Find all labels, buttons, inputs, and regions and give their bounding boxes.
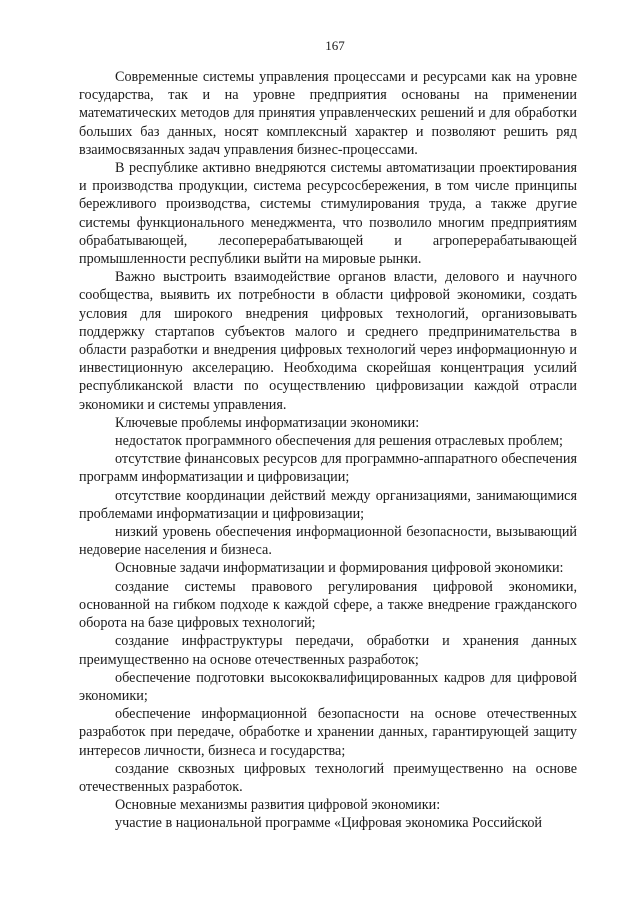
paragraph-automation-systems: В республике активно внедряются системы автоматизации проектирования и производства продукции, система ресурсосбережения, в том числе принципы бережливого производства, системы стимулирования труда, а также другие системы функционального менеджмента, что позволило многим предприятиям обрабатывающей, лесоперерабатывающей и агроперерабатывающей промышленности республики выйти на мировые рынки. xyxy=(79,160,577,268)
list-item-problem: отсутствие финансовых ресурсов для программно-аппаратного обеспечения программ информатизации и цифровизации; xyxy=(79,451,577,486)
list-item-problem: низкий уровень обеспечения информационной безопасности, вызывающий недоверие населения и бизнеса. xyxy=(79,524,577,559)
list-item-task: создание сквозных цифровых технологий преимущественно на основе отечественных разработок. xyxy=(79,760,577,795)
list-item-task: обеспечение информационной безопасности на основе отечественных разработок при передаче, обработке и хранении данных, гарантирующей защиту интересов личности, бизнеса и государства; xyxy=(79,706,577,759)
paragraph-interaction: Важно выстроить взаимодействие органов власти, делового и научного сообщества, выявить их потребности в области цифровой экономики, создать условия для широкого внедрения цифровых технологий, организовывать поддержку стартапов субъектов малого и среднего предпринимательства в области разработки и внедрения цифровых технологий через информационную и инвестиционную акселерацию. Необходима скорейшая концентрация усилий республиканской власти по осуществлению цифровизации каждой отрасли экономики и системы управления. xyxy=(79,269,577,413)
list-item-task: создание системы правового регулирования цифровой экономики, основанной на гибком подходе к каждой сфере, а также внедрение гражданского оборота на базе цифровых технологий; xyxy=(79,578,577,632)
document-page xyxy=(79,38,577,833)
list-item-problem: недостаток программного обеспечения для решения отраслевых проблем; xyxy=(115,433,563,450)
paragraph-management-systems: Современные системы управления процессами и ресурсами как на уровне государства, так и на уровне предприятия основаны на применении математических методов для принятия управленческих решений и для обработки больших баз данных, носят комплексный характер и позволяют решить ряд взаимосвязанных задач управления бизнес-процессами. xyxy=(79,69,577,158)
heading-main-tasks: Основные задачи информатизации и формирования цифровой экономики: xyxy=(115,560,564,577)
list-item-task: обеспечение подготовки высококвалифицированных кадров для цифровой экономики; xyxy=(79,669,577,704)
list-item-mechanism: участие в национальной программе «Цифровая экономика Российской xyxy=(115,815,543,832)
page-number: 167 xyxy=(325,38,345,53)
heading-main-mechanisms: Основные механизмы развития цифровой экономики: xyxy=(115,797,441,814)
list-item-task: создание инфраструктуры передачи, обработки и хранения данных преимущественно на основе отечественных разработок; xyxy=(79,633,577,668)
list-item-problem: отсутствие координации действий между организациями, занимающимися проблемами информатизации и цифровизации; xyxy=(79,487,577,522)
heading-key-problems: Ключевые проблемы информатизации экономики: xyxy=(115,414,420,431)
